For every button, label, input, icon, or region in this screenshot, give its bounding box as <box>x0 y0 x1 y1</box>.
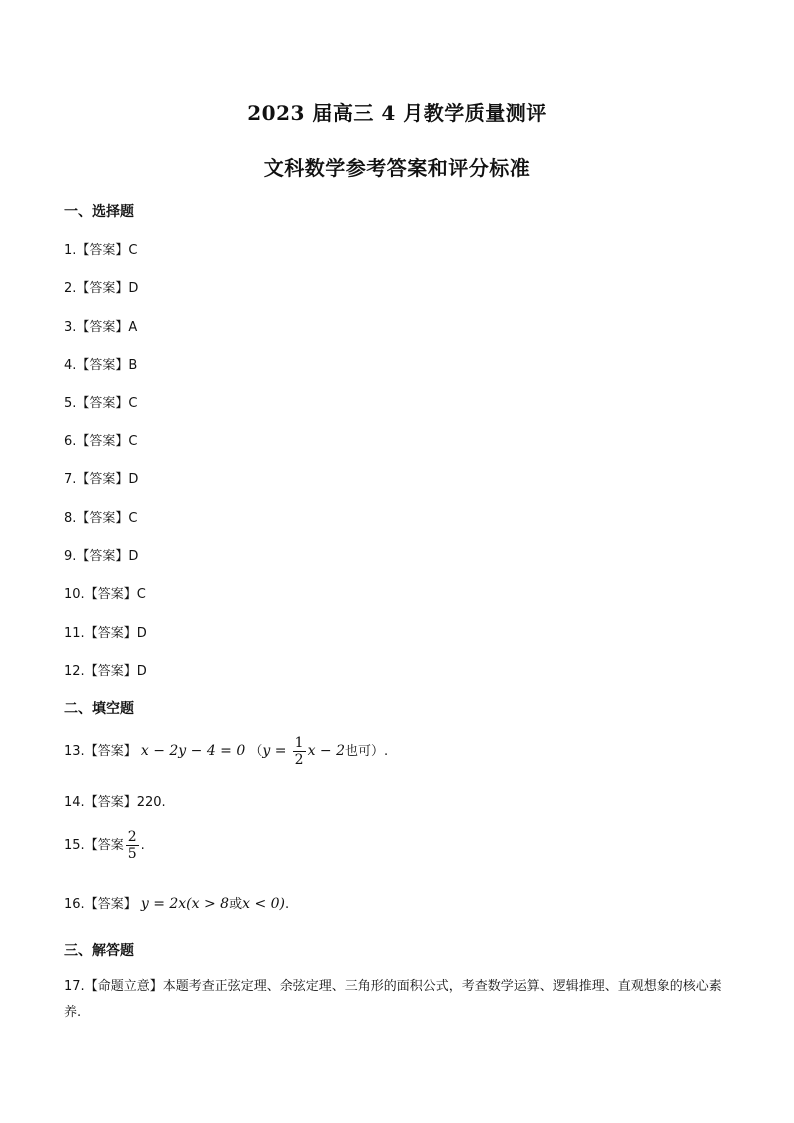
question-number: 15. <box>64 838 85 853</box>
answer-line-14 <box>64 791 166 810</box>
answer-tag: 【答案】 <box>84 897 137 912</box>
fraction-numerator: 2 <box>127 829 137 845</box>
answer-value: C <box>128 243 138 258</box>
section-heading-choice: 一、选择题 <box>64 204 134 220</box>
fraction-denominator: 2 <box>294 752 304 768</box>
page-title: 2023 届高三 4 月教学质量测评 <box>247 101 547 125</box>
question-number: 14. <box>64 795 85 810</box>
section-heading-fill: 二、填空题 <box>64 701 134 717</box>
question-number: 4. <box>64 358 77 373</box>
sentence-end: . <box>285 897 290 912</box>
question-number: 8. <box>64 511 77 526</box>
answer-value: B <box>128 358 138 373</box>
question-number: 5. <box>64 396 77 411</box>
answer-value: A <box>128 320 138 335</box>
answer-line <box>64 660 147 679</box>
answer-line <box>64 507 138 526</box>
question-number: 3. <box>64 320 77 335</box>
conjunction: 或 <box>229 897 243 912</box>
math-equation: x − 2y − 4 = 0 <box>140 743 246 759</box>
answer-tag: 【答案】 <box>76 243 129 258</box>
fraction <box>293 735 306 768</box>
question-number: 16. <box>64 897 85 912</box>
intent-text: 本题考查正弦定理、余弦定理、三角形的面积公式，考查数学运算、逻辑推理、直观想象的核心素养. <box>64 979 722 1020</box>
answer-line <box>64 316 137 335</box>
answer-tag: 【答案】 <box>84 795 137 810</box>
answer-value: D <box>128 281 139 296</box>
answer-tag: 【答案】 <box>84 626 137 641</box>
answer-tag: 【答案】 <box>76 320 129 335</box>
answer-note: 也可）. <box>345 744 389 759</box>
answer-line <box>64 468 138 487</box>
answer-line <box>64 354 137 373</box>
answer-tag: 【答案】 <box>84 664 137 679</box>
answer-value: C <box>136 587 146 602</box>
question-number: 2. <box>64 281 77 296</box>
answer-tag: 【答案】 <box>76 549 129 564</box>
math-equation: y = 2x(x > 8 <box>140 896 230 912</box>
math-lhs: y = <box>262 743 287 759</box>
answer-line-13 <box>64 735 388 768</box>
answer-tag: 【答案】 <box>76 281 129 296</box>
answer-value: D <box>128 549 139 564</box>
math-rhs: x − 2 <box>307 743 346 759</box>
answer-line <box>64 583 146 602</box>
answer-tag: 【答案】 <box>76 511 129 526</box>
fraction <box>126 829 139 862</box>
math-equation: x < 0) <box>242 896 286 912</box>
answer-value: C <box>128 511 138 526</box>
answer-line-16 <box>64 893 289 912</box>
answer-line <box>64 392 138 411</box>
answer-tag: 【答案】 <box>84 587 137 602</box>
fraction-numerator: 1 <box>294 735 304 751</box>
answer-value: D <box>136 664 147 679</box>
question-number: 7. <box>64 472 77 487</box>
answer-value: C <box>128 434 138 449</box>
answer-value: D <box>128 472 139 487</box>
answer-tag: 【答案 <box>84 838 124 853</box>
question-number: 10. <box>64 587 85 602</box>
answer-line <box>64 622 147 641</box>
answer-value: C <box>128 396 138 411</box>
answer-tag: 【答案】 <box>76 434 129 449</box>
answer-line <box>64 277 138 296</box>
paren-open: （ <box>249 744 263 759</box>
question-number: 1. <box>64 243 77 258</box>
answer-line <box>64 239 138 258</box>
answer-value: 220. <box>136 795 166 810</box>
answer-line <box>64 430 138 449</box>
question-number: 6. <box>64 434 77 449</box>
question-number: 17. <box>64 979 85 994</box>
question-number: 11. <box>64 626 85 641</box>
question-number: 9. <box>64 549 77 564</box>
answer-line <box>64 545 138 564</box>
answer-tag: 【答案】 <box>84 744 137 759</box>
answer-tag: 【答案】 <box>76 396 129 411</box>
page-subtitle: 文科数学参考答案和评分标准 <box>263 156 531 180</box>
intent-label: 【命题立意】 <box>84 979 163 994</box>
answer-value: D <box>136 626 147 641</box>
answer-line-15 <box>64 829 145 862</box>
question-number: 12. <box>64 664 85 679</box>
answer-tag: 【答案】 <box>76 358 129 373</box>
fraction-denominator: 5 <box>127 846 137 862</box>
section-heading-solve: 三、解答题 <box>64 943 134 959</box>
answer-tag: 【答案】 <box>76 472 129 487</box>
question-number: 13. <box>64 744 85 759</box>
sentence-end: . <box>140 838 145 853</box>
question-17-intent <box>64 974 734 1026</box>
